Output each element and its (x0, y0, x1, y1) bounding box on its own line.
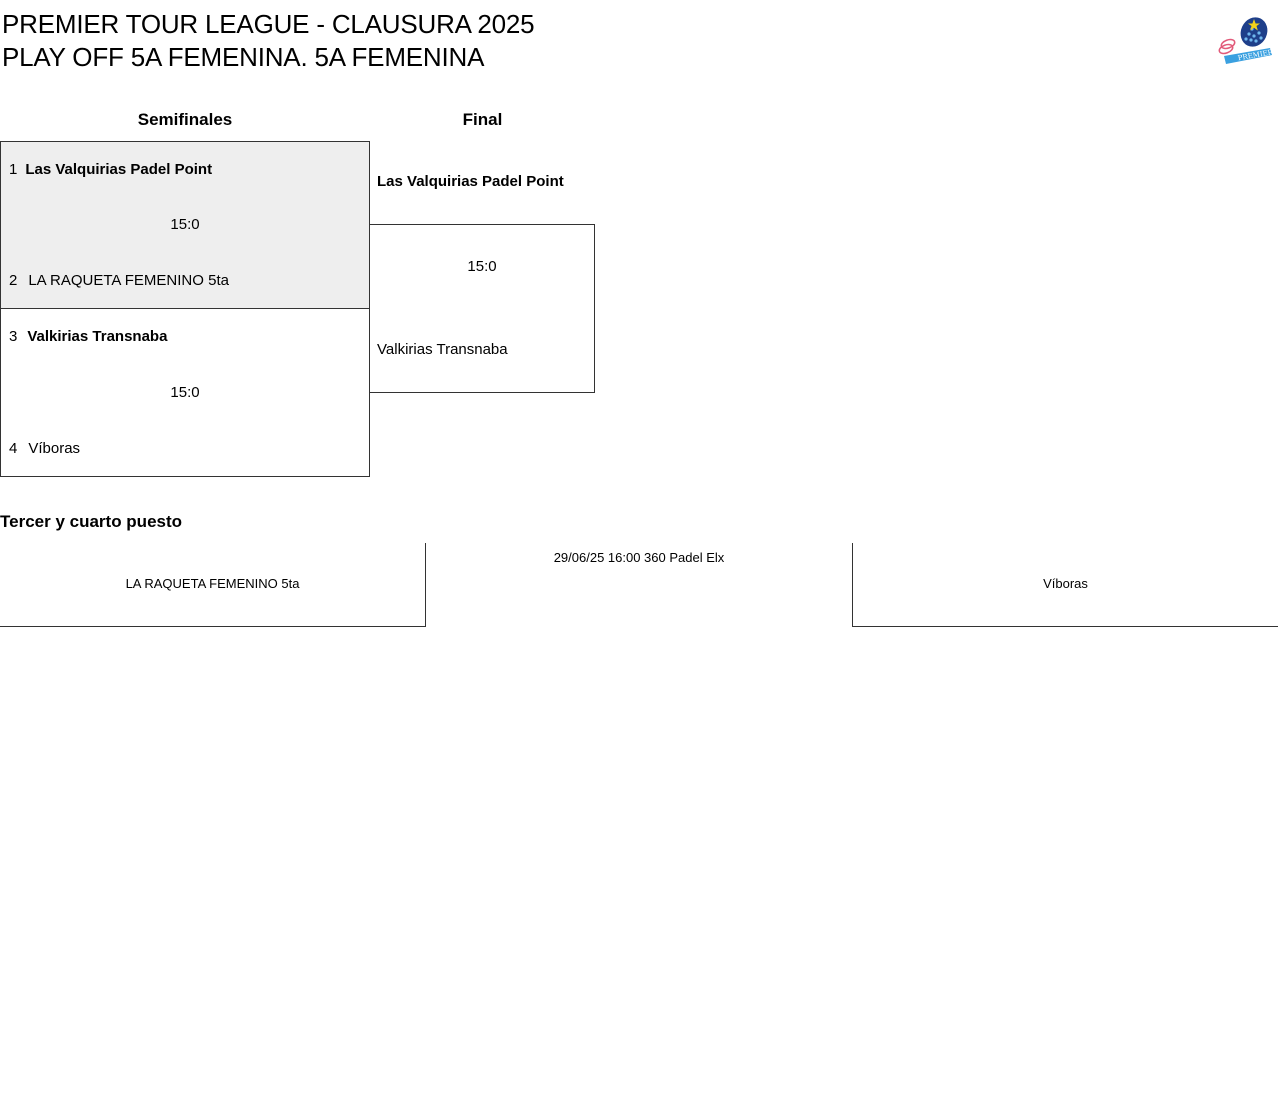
semifinal-2-team-1 (9, 328, 167, 346)
semifinal-2-score: 15:0 (170, 384, 200, 401)
team-seed: 1 (9, 161, 18, 178)
third-place-team-1: LA RAQUETA FEMENINO 5ta (125, 576, 300, 591)
final-team-2: Valkirias Transnaba (377, 341, 508, 358)
semifinal-2-team-2 (9, 440, 80, 458)
semifinal-1-score: 15:0 (170, 216, 200, 233)
final-match[interactable] (369, 224, 595, 393)
semifinal-1-team-1 (9, 161, 212, 179)
semifinal-1-team-2 (9, 272, 229, 290)
team-name: Víboras (28, 440, 81, 457)
team-seed: 4 (9, 440, 18, 457)
page-subtitle: PLAY OFF 5A FEMENINA. 5A FEMENINA (2, 42, 485, 72)
third-place-team-2-cell[interactable] (852, 543, 1278, 627)
semifinal-match-1[interactable] (0, 141, 370, 309)
team-name: Valkirias Transnaba (27, 328, 168, 345)
team-seed: 2 (9, 272, 18, 289)
team-name: LA RAQUETA FEMENINO 5ta (28, 272, 229, 289)
final-score: 15:0 (467, 258, 497, 275)
third-place-team-1-cell[interactable] (0, 543, 426, 627)
padel-ball-racket-logo-icon (1216, 14, 1274, 66)
final-winner-name: Las Valquirias Padel Point (377, 173, 564, 190)
third-place-heading: Tercer y cuarto puesto (0, 512, 183, 531)
final-heading: Final (462, 110, 503, 129)
page-title: PREMIER TOUR LEAGUE - CLAUSURA 2025 (2, 9, 535, 39)
third-place-match-info-cell (426, 543, 852, 627)
third-place-match-info: 29/06/25 16:00 360 Padel Elx (553, 550, 725, 565)
page-header (2, 8, 1002, 74)
team-name: Las Valquirias Padel Point (25, 161, 213, 178)
team-seed: 3 (9, 328, 18, 345)
semifinals-heading: Semifinales (137, 110, 233, 129)
svg-text:PREMIER: PREMIER (1237, 48, 1274, 63)
third-place-team-2: Víboras (1043, 576, 1088, 591)
semifinal-match-2[interactable] (0, 308, 370, 477)
